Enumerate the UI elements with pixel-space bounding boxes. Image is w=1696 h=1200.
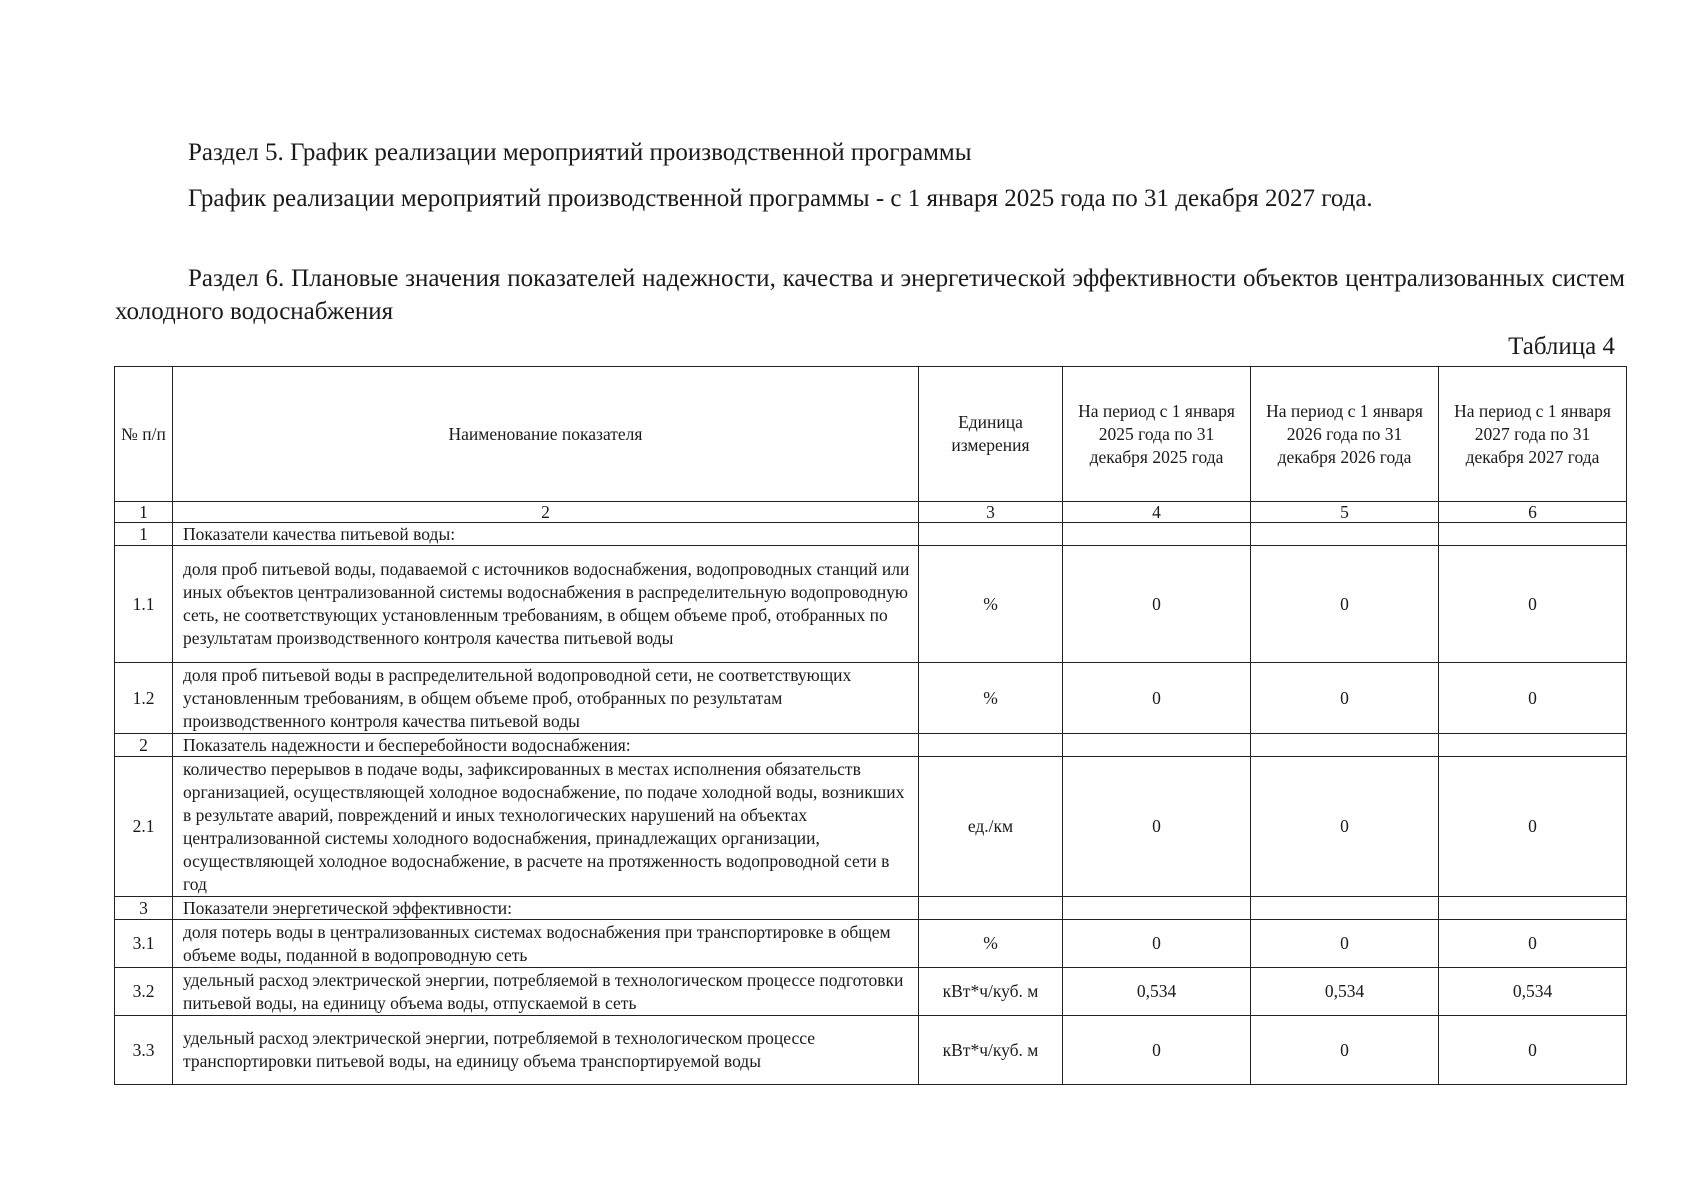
col-number: 2 <box>173 502 919 523</box>
value-2027: 0 <box>1439 1016 1627 1085</box>
section-name: Показатели качества питьевой воды: <box>173 523 919 546</box>
indicator-name: доля потерь воды в централизованных системах водоснабжения при транспортировке в общем объеме воды, поданной в водопроводную сеть <box>173 920 919 968</box>
value-2026: 0 <box>1251 757 1439 897</box>
indicators-table <box>114 366 1627 1085</box>
col-number: 5 <box>1251 502 1439 523</box>
value-2026: 0 <box>1251 920 1439 968</box>
row-num: 1.1 <box>115 546 173 663</box>
indicator-name: количество перерывов в подаче воды, зафиксированных в местах исполнения обязательств организацией, осуществляющей холодное водоснабжение, по подаче холодной воды, возникших в результате аварий, повреждений и иных технологических нарушений на объектах централизованной системы холодного водоснабжения, принадлежащих организации, осуществляющей холодное водоснабжение, в расчете на протяженность водопроводной сети в год <box>173 757 919 897</box>
value-2025: 0 <box>1063 663 1251 734</box>
value-2025: 0 <box>1063 546 1251 663</box>
value-2026: 0 <box>1251 546 1439 663</box>
table-section-row <box>115 897 1627 920</box>
value-2027: 0,534 <box>1439 968 1627 1016</box>
header-period-2027: На период с 1 января 2027 года по 31 декабря 2027 года <box>1439 367 1627 502</box>
indicator-unit: % <box>919 546 1063 663</box>
table-header-row <box>115 367 1627 502</box>
indicator-unit: % <box>919 920 1063 968</box>
table-section-row <box>115 734 1627 757</box>
row-num: 3.1 <box>115 920 173 968</box>
col-number: 3 <box>919 502 1063 523</box>
row-num: 2 <box>115 734 173 757</box>
table-row <box>115 663 1627 734</box>
indicator-unit: кВт*ч/куб. м <box>919 1016 1063 1085</box>
indicator-unit: ед./км <box>919 757 1063 897</box>
indicator-name: доля проб питьевой воды в распределительной водопроводной сети, не соответствующих установленным требованиям, в общем объеме проб, отобранных по результатам производственного контроля качества питьевой воды <box>173 663 919 734</box>
table-row <box>115 1016 1627 1085</box>
value-2027: 0 <box>1439 663 1627 734</box>
header-unit: Единица измерения <box>919 367 1063 502</box>
row-num: 3.3 <box>115 1016 173 1085</box>
table-row <box>115 920 1627 968</box>
value-2025: 0 <box>1063 757 1251 897</box>
section5-title: Раздел 5. График реализации мероприятий производственной программы <box>188 139 972 166</box>
header-period-2026: На период с 1 января 2026 года по 31 декабря 2026 года <box>1251 367 1439 502</box>
section5-schedule-text: График реализации мероприятий производственной программы - с 1 января 2025 года по 31 декабря 2027 года. <box>188 185 1373 212</box>
value-2026: 0 <box>1251 1016 1439 1085</box>
value-2025: 0,534 <box>1063 968 1251 1016</box>
indicator-name: удельный расход электрической энергии, потребляемой в технологическом процессе транспортировки питьевой воды, на единицу объема транспортируемой воды <box>173 1016 919 1085</box>
indicator-name: удельный расход электрической энергии, потребляемой в технологическом процессе подготовки питьевой воды, на единицу объема воды, отпускаемой в сеть <box>173 968 919 1016</box>
value-2027: 0 <box>1439 757 1627 897</box>
value-2025: 0 <box>1063 920 1251 968</box>
row-num: 3.2 <box>115 968 173 1016</box>
header-period-2025: На период с 1 января 2025 года по 31 декабря 2025 года <box>1063 367 1251 502</box>
table-caption: Таблица 4 <box>1508 333 1615 360</box>
value-2026: 0,534 <box>1251 968 1439 1016</box>
column-numbers-row <box>115 502 1627 523</box>
indicator-unit: кВт*ч/куб. м <box>919 968 1063 1016</box>
col-number: 6 <box>1439 502 1627 523</box>
table-row <box>115 757 1627 897</box>
section-name: Показатель надежности и бесперебойности водоснабжения: <box>173 734 919 757</box>
indicator-name: доля проб питьевой воды, подаваемой с источников водоснабжения, водопроводных станций или иных объектов централизованной системы водоснабжения в распределительную водопроводную сеть, не соответствующих установленным требованиям, в общем объеме проб, отобранных по результатам производственного контроля качества питьевой воды <box>173 546 919 663</box>
table-row <box>115 968 1627 1016</box>
header-name: Наименование показателя <box>173 367 919 502</box>
col-number: 4 <box>1063 502 1251 523</box>
row-num: 3 <box>115 897 173 920</box>
value-2027: 0 <box>1439 546 1627 663</box>
row-num: 1.2 <box>115 663 173 734</box>
indicator-unit: % <box>919 663 1063 734</box>
value-2025: 0 <box>1063 1016 1251 1085</box>
table-row <box>115 546 1627 663</box>
table-section-row <box>115 523 1627 546</box>
header-num: № п/п <box>115 367 173 502</box>
section6-title: Раздел 6. Плановые значения показателей надежности, качества и энергетической эффективности объектов централизованных систем холодного водоснабжения <box>115 265 1625 325</box>
value-2026: 0 <box>1251 663 1439 734</box>
col-number: 1 <box>115 502 173 523</box>
row-num: 1 <box>115 523 173 546</box>
section-name: Показатели энергетической эффективности: <box>173 897 919 920</box>
row-num: 2.1 <box>115 757 173 897</box>
value-2027: 0 <box>1439 920 1627 968</box>
